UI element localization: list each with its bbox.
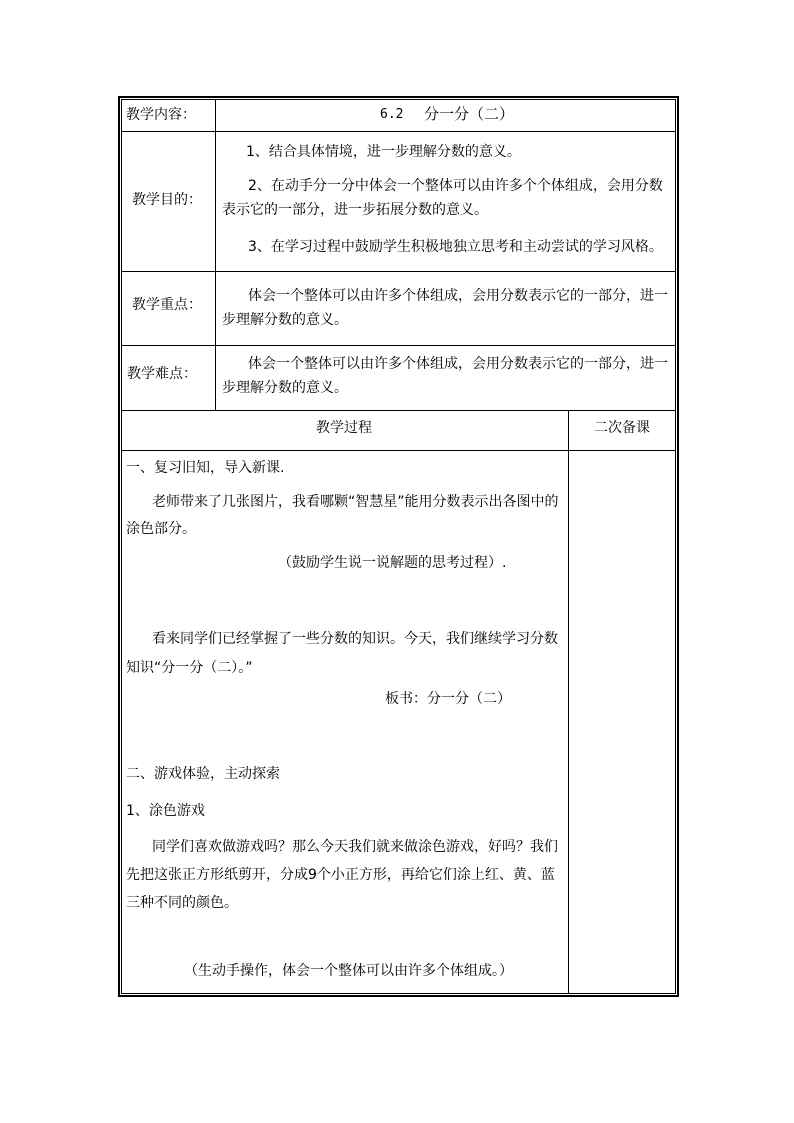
label-difficult-points: 教学难点： (127, 366, 197, 382)
row-divider (121, 345, 676, 346)
objective-1: 1、结合具体情境，进一步理解分数的意义。 (246, 144, 521, 160)
row-divider (121, 271, 676, 272)
board-writing: 板书：分一分（二） (385, 691, 511, 707)
sub1-title: 1、涂色游戏 (126, 803, 205, 819)
label-teaching-content: 教学内容： (126, 107, 196, 123)
difficult-points-text: 体会一个整体可以由许多个体组成，会用分数表示它的一部分，进一步理解分数的意义。 (222, 356, 668, 396)
sub1-note: （生动手操作，体会一个整体可以由许多个体组成。） (184, 963, 513, 979)
row-divider (121, 450, 676, 451)
objective-2: 2、在动手分一分中体会一个整体可以由许多个个体组成，会用分数表示它的一部分，进一步拓展分数的意义。 (222, 178, 663, 218)
objective-3: 3、在学习过程中鼓励学生积极地独立思考和主动尝试的学习风格。 (248, 239, 663, 255)
notes-column-divider (568, 410, 569, 994)
label-key-points: 教学重点： (132, 297, 202, 313)
lesson-number: 6.2 (380, 107, 404, 122)
teaching-process-heading: 教学过程 (316, 420, 372, 436)
section1-paragraph: 老师带来了几张图片，我看哪颗“智慧星”能用分数表示出各图中的涂色部分。 (126, 494, 559, 537)
section1-note: （鼓励学生说一说解题的思考过程）. (278, 555, 507, 571)
lesson-title: 分一分（二） (424, 105, 515, 123)
second-prep-heading: 二次备课 (594, 420, 650, 436)
label-objectives: 教学目的： (132, 192, 202, 208)
sub1-paragraph: 同学们喜欢做游戏吗？那么今天我们就来做涂色游戏，好吗？我们先把这张正方形纸剪开，分成9个小正方形，再给它们涂上红、黄、蓝三种不同的颜色。 (126, 839, 558, 911)
key-points-text: 体会一个整体可以由许多个体组成，会用分数表示它的一部分，进一步理解分数的意义。 (222, 288, 668, 328)
section2-title: 二、游戏体验，主动探索 (126, 766, 280, 782)
label-column-divider (215, 99, 216, 410)
section1-paragraph-2: 看来同学们已经掌握了一些分数的知识。今天，我们继续学习分数知识“分一分（二）。” (126, 631, 558, 676)
row-divider (121, 410, 676, 411)
row-divider (121, 131, 676, 132)
section1-title: 一、复习旧知，导入新课. (126, 460, 285, 476)
